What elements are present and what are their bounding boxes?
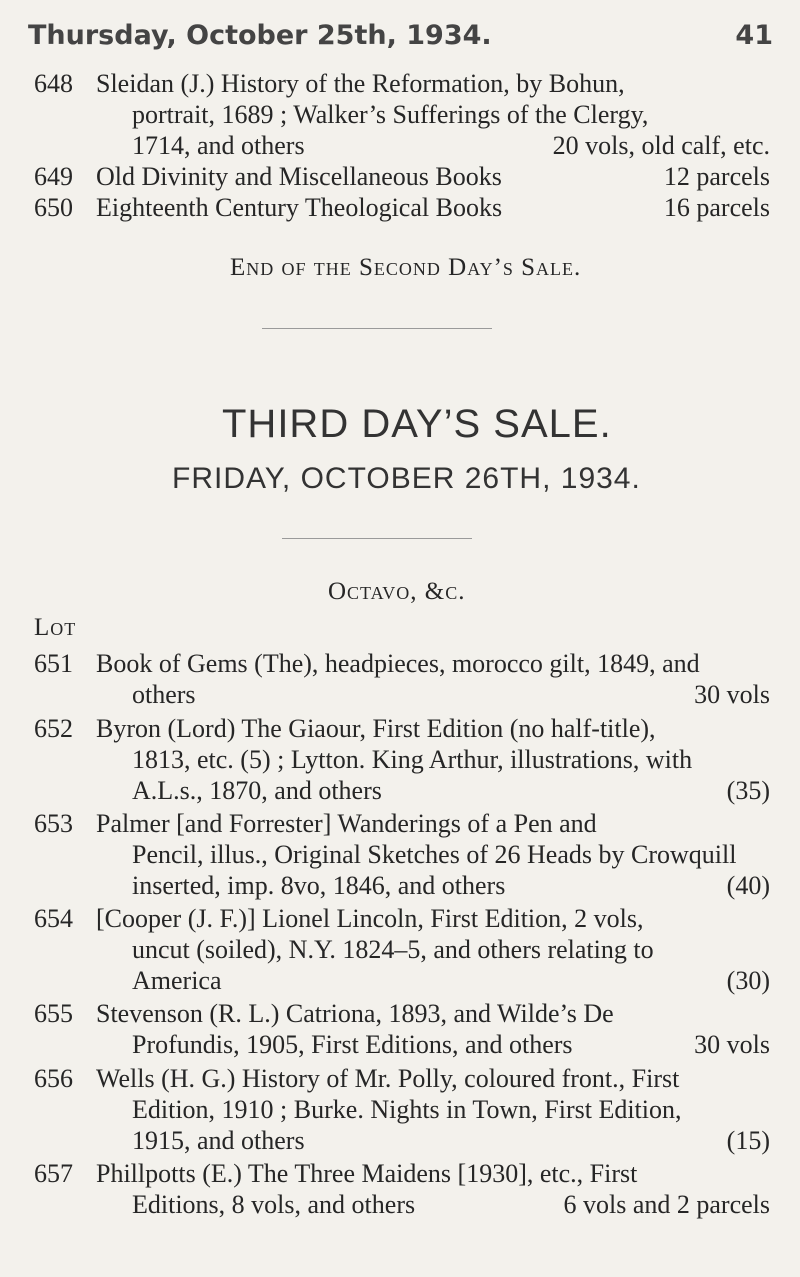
- lot-text: Sleidan (J.) History of the Reformation, by Bohun,: [96, 69, 625, 98]
- lot-line: [132, 870, 770, 901]
- lot-number: 654: [34, 904, 73, 933]
- lot-line: [132, 775, 770, 806]
- lot-text: A.L.s., 1870, and others: [132, 776, 382, 805]
- running-head: [28, 20, 773, 51]
- lot-line: [96, 68, 770, 99]
- lot-text: Profundis, 1905, First Editions, and others: [132, 1030, 573, 1059]
- lot-quantity: (30): [726, 966, 770, 995]
- lot-line: [132, 1094, 770, 1125]
- lot-line: [132, 1189, 770, 1220]
- lot-quantity: (35): [726, 776, 770, 805]
- lot-line: [132, 1125, 770, 1156]
- lot-line: [96, 713, 770, 744]
- divider-rule: [262, 328, 492, 329]
- lot-text: Palmer [and Forrester] Wanderings of a Pen and: [96, 809, 597, 838]
- lot-text: Editions, 8 vols, and others: [132, 1190, 416, 1219]
- lot-quantity: 12 parcels: [663, 162, 770, 191]
- sale-date: FRIDAY, OCTOBER 26TH, 1934.: [172, 462, 641, 495]
- lot-quantity: 30 vols: [694, 680, 770, 709]
- sale-title: THIRD DAY’S SALE.: [222, 402, 612, 446]
- lot-text: Stevenson (R. L.) Catriona, 1893, and Wilde’s De: [96, 999, 614, 1028]
- lot-text: Byron (Lord) The Giaour, First Edition (no half-title),: [96, 714, 656, 743]
- lot-number: 651: [34, 649, 73, 678]
- lot-text: portrait, 1689 ; Walker’s Sufferings of the Clergy,: [132, 100, 649, 129]
- lot-text: Wells (H. G.) History of Mr. Polly, coloured front., First: [96, 1064, 680, 1093]
- page-number: 41: [735, 20, 773, 51]
- lot-column-label: Lot: [34, 614, 77, 641]
- lot-line: [96, 808, 770, 839]
- lot-line: [132, 1029, 770, 1060]
- lot-line: [96, 903, 770, 934]
- lot-text: 1915, and others: [132, 1126, 305, 1155]
- lot-quantity: (40): [726, 871, 770, 900]
- lot-text: Eighteenth Century Theological Books: [96, 193, 503, 222]
- lot-text: uncut (soiled), N.Y. 1824–5, and others relating to: [132, 935, 654, 964]
- lot-number: 649: [34, 162, 73, 191]
- lot-text: inserted, imp. 8vo, 1846, and others: [132, 871, 506, 900]
- lot-line: [96, 648, 770, 679]
- lot-number: 652: [34, 714, 73, 743]
- lot-text: others: [132, 680, 196, 709]
- lot-quantity: (15): [726, 1126, 770, 1155]
- lot-number: 655: [34, 999, 73, 1028]
- lot-text: Book of Gems (The), headpieces, morocco gilt, 1849, and: [96, 649, 700, 678]
- lot-number: 657: [34, 1159, 73, 1188]
- lot-text: America: [132, 966, 222, 995]
- lot-text: Phillpotts (E.) The Three Maidens [1930], etc., First: [96, 1159, 638, 1188]
- lot-text: 1813, etc. (5) ; Lytton. King Arthur, illustrations, with: [132, 745, 693, 774]
- lot-quantity: 6 vols and 2 parcels: [563, 1190, 770, 1219]
- lot-number: 656: [34, 1064, 73, 1093]
- divider-rule: [282, 538, 472, 539]
- lot-number: 650: [34, 193, 73, 222]
- end-of-sale-notice: End of the Second Day’s Sale.: [230, 254, 582, 281]
- lot-line: [132, 839, 770, 870]
- lot-line: [96, 1063, 770, 1094]
- lot-line: [96, 192, 770, 223]
- lot-text: Edition, 1910 ; Burke. Nights in Town, First Edition,: [132, 1095, 682, 1124]
- lot-line: [96, 998, 770, 1029]
- lot-text: Pencil, illus., Original Sketches of 26 Heads by Crowquill: [132, 840, 737, 869]
- lot-text: Old Divinity and Miscellaneous Books: [96, 162, 502, 191]
- lot-line: [96, 161, 770, 192]
- lot-line: [96, 1158, 770, 1189]
- lot-text: [Cooper (J. F.)] Lionel Lincoln, First Edition, 2 vols,: [96, 904, 644, 933]
- lot-line: [132, 965, 770, 996]
- lot-line: [132, 679, 770, 710]
- lot-number: 653: [34, 809, 73, 838]
- lot-line: [132, 934, 770, 965]
- lot-line: [132, 130, 770, 161]
- lot-text: 1714, and others: [132, 131, 305, 160]
- lot-quantity: 16 parcels: [663, 193, 770, 222]
- lot-quantity: 20 vols, old calf, etc.: [552, 131, 770, 160]
- section-heading: Octavo, &c.: [328, 578, 466, 605]
- lot-line: [132, 744, 770, 775]
- lot-quantity: 30 vols: [694, 1030, 770, 1059]
- lot-line: [132, 99, 770, 130]
- lot-number: 648: [34, 69, 73, 98]
- header-date: Thursday, October 25th, 1934.: [28, 20, 492, 51]
